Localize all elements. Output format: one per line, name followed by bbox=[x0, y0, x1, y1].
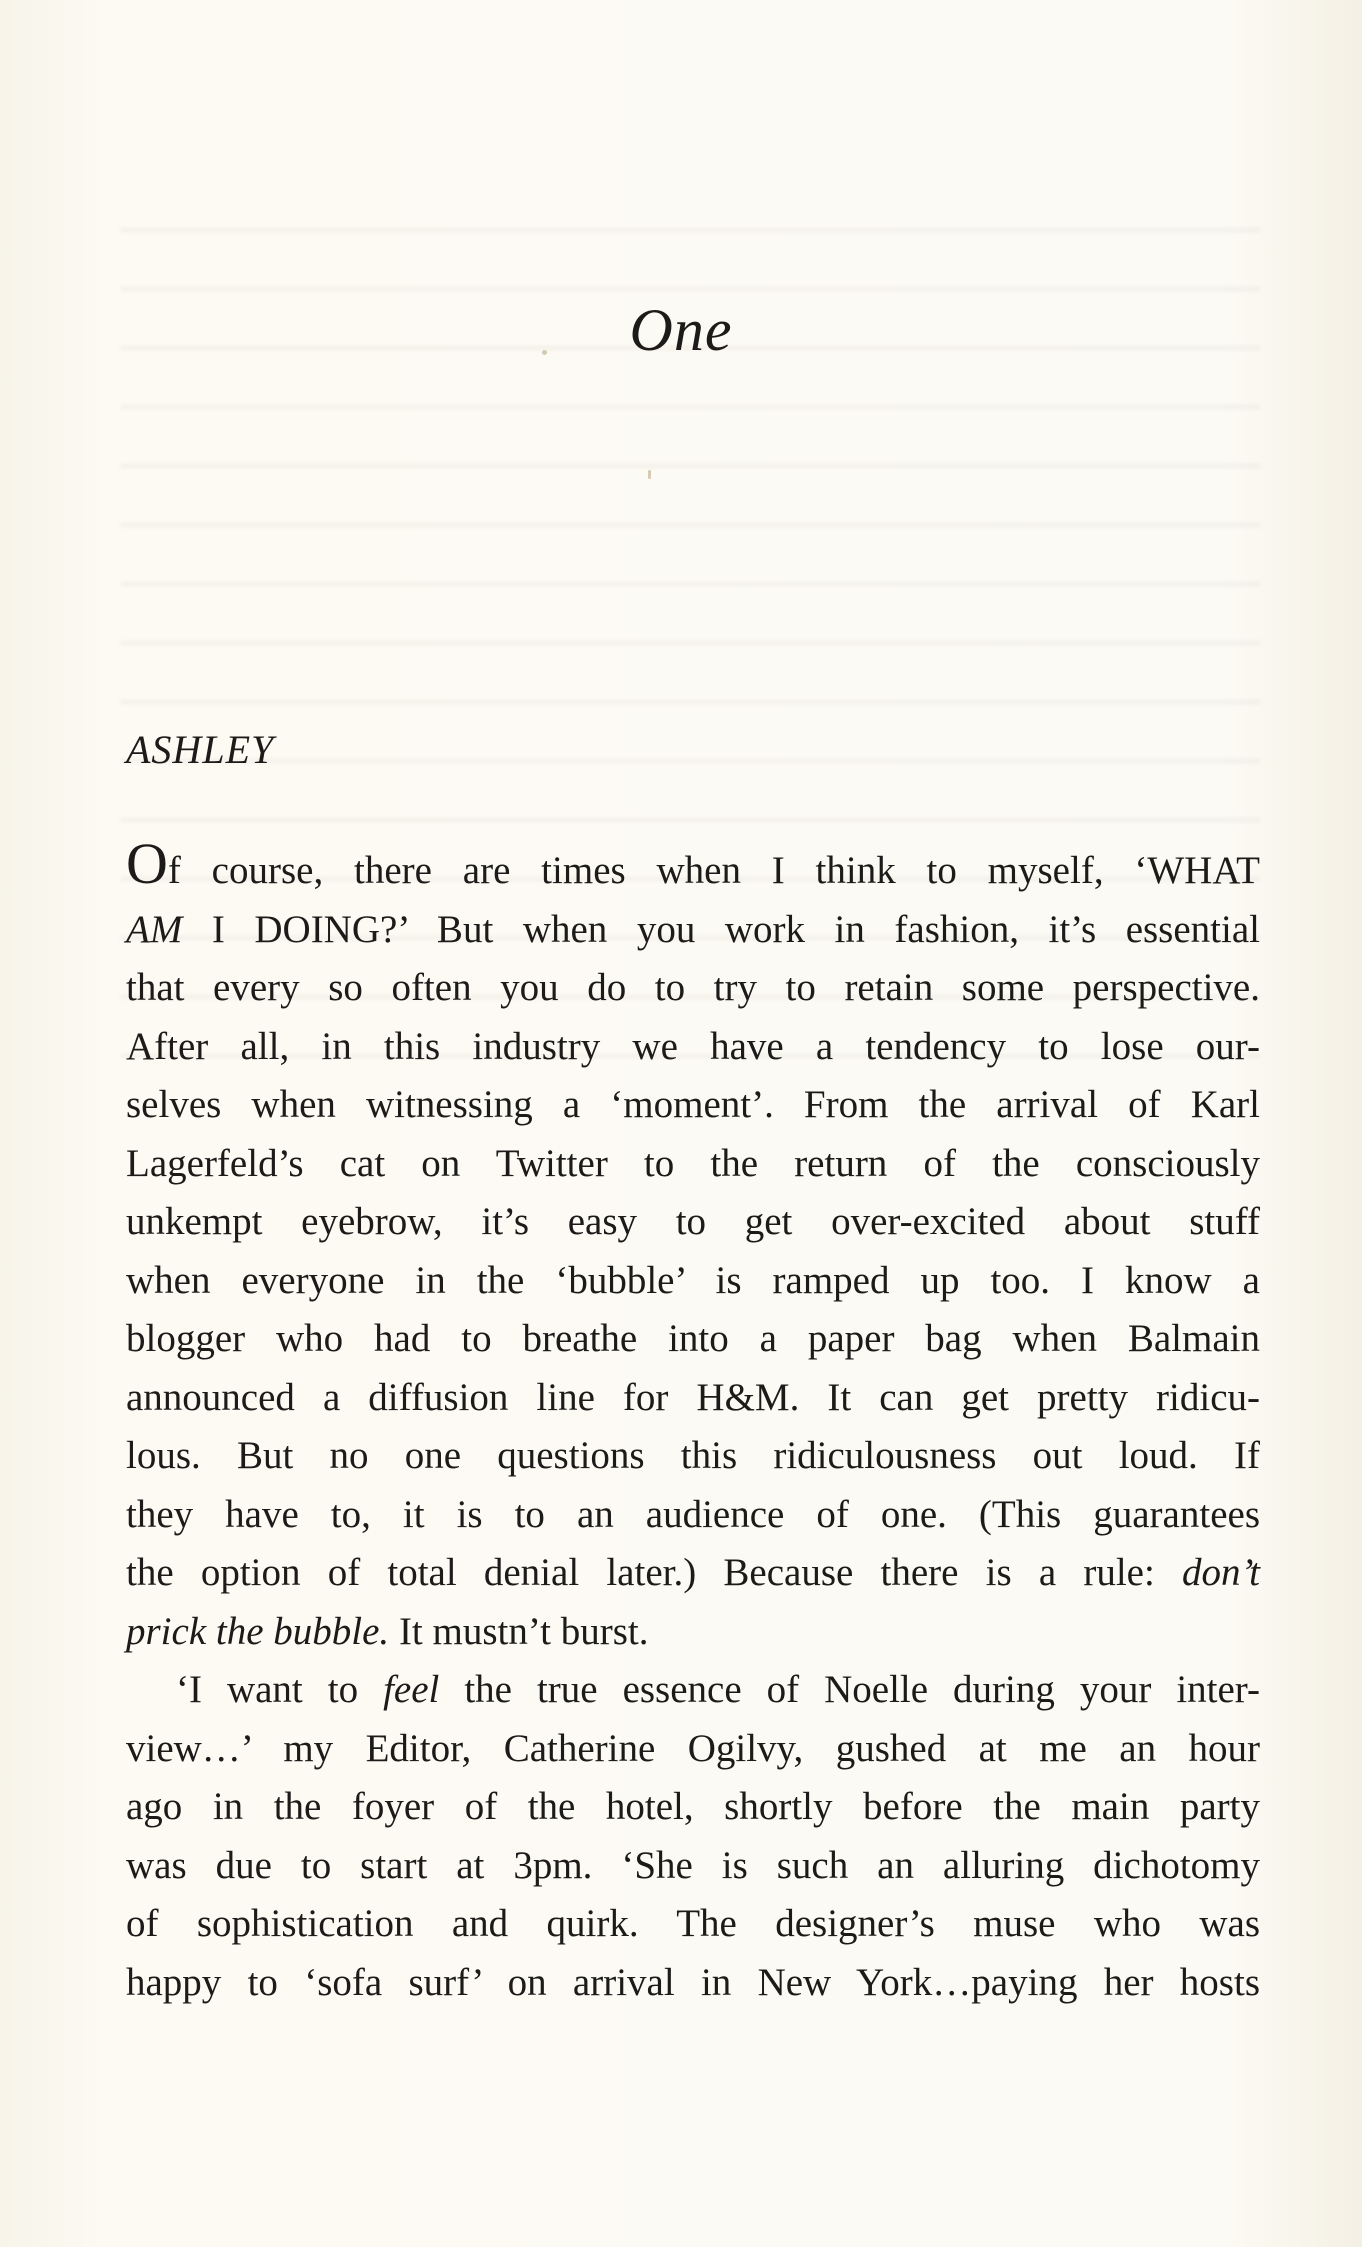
text-line bbox=[126, 831, 1260, 901]
text-line bbox=[126, 1837, 1260, 1896]
text-run: blogger who had to breathe into a paper bag when Balmain bbox=[126, 1317, 1260, 1360]
italic-text: prick the bubble. bbox=[126, 1609, 390, 1653]
text-run: After all, in this industry we have a tendency to lose our- bbox=[126, 1024, 1260, 1068]
body-text bbox=[126, 831, 1260, 2012]
text-line bbox=[126, 1603, 1260, 1662]
text-run: view…’ my Editor, Catherine Ogilvy, gushed at me an hour bbox=[126, 1726, 1260, 1770]
text-run: selves when witnessing a ‘moment’. From the arrival of Karl bbox=[126, 1083, 1260, 1126]
text-line bbox=[126, 1661, 1260, 1720]
text-run: ‘I want to bbox=[176, 1668, 384, 1711]
text-line bbox=[126, 1720, 1260, 1779]
section-heading: ASHLEY bbox=[126, 727, 275, 772]
text-run: the option of total denial later.) Because there is a rule: bbox=[126, 1551, 1182, 1594]
text-run: I DOING?’ But when you work in fashion, it’s essential bbox=[182, 907, 1260, 951]
text-run: lous. But no one questions this ridiculousness out loud. If bbox=[126, 1434, 1260, 1477]
text-line bbox=[126, 1895, 1260, 1954]
text-line bbox=[126, 1427, 1260, 1486]
text-line bbox=[126, 1954, 1260, 2013]
text-line bbox=[126, 1252, 1260, 1311]
text-line bbox=[126, 1369, 1260, 1428]
text-line bbox=[126, 1778, 1260, 1837]
italic-text: don’t bbox=[1182, 1551, 1260, 1594]
drop-cap: O bbox=[126, 831, 168, 896]
text-run: when everyone in the ‘bubble’ is ramped up too. I know a bbox=[126, 1258, 1260, 1302]
text-run: of sophistication and quirk. The designer’s muse who was bbox=[126, 1902, 1260, 1945]
text-run: they have to, it is to an audience of one. (This guarantees bbox=[126, 1492, 1260, 1536]
paper-speck bbox=[542, 350, 547, 355]
text-line bbox=[126, 1018, 1260, 1077]
text-line bbox=[126, 1076, 1260, 1135]
text-run: f course, there are times when I think to myself, ‘WHAT bbox=[167, 849, 1260, 892]
text-line bbox=[126, 1193, 1260, 1252]
text-run: unkempt eyebrow, it’s easy to get over-excited about stuff bbox=[126, 1200, 1260, 1243]
italic-text: feel bbox=[383, 1668, 440, 1711]
text-run: happy to ‘sofa surf’ on arrival in New York…paying her hosts bbox=[126, 1960, 1260, 2004]
text-line bbox=[126, 1310, 1260, 1369]
text-run: Lagerfeld’s cat on Twitter to the return of the consciously bbox=[126, 1141, 1260, 1185]
text-run: was due to start at 3pm. ‘She is such an alluring dichotomy bbox=[126, 1843, 1260, 1887]
text-line bbox=[126, 1135, 1260, 1194]
text-run: ago in the foyer of the hotel, shortly before the main party bbox=[126, 1785, 1260, 1828]
text-run: that every so often you do to try to retain some perspective. bbox=[126, 966, 1260, 1009]
italic-text: AM bbox=[126, 907, 183, 951]
text-line bbox=[126, 901, 1260, 960]
text-line bbox=[126, 1486, 1260, 1545]
text-line bbox=[126, 1544, 1260, 1603]
text-run: the true essence of Noelle during your inter- bbox=[439, 1668, 1260, 1711]
chapter-title: One bbox=[629, 297, 733, 363]
text-run: announced a diffusion line for H&M. It can get pretty ridicu- bbox=[126, 1375, 1260, 1419]
text-line bbox=[126, 959, 1260, 1018]
paper-speck bbox=[648, 470, 651, 479]
text-run: It mustn’t burst. bbox=[389, 1609, 649, 1653]
